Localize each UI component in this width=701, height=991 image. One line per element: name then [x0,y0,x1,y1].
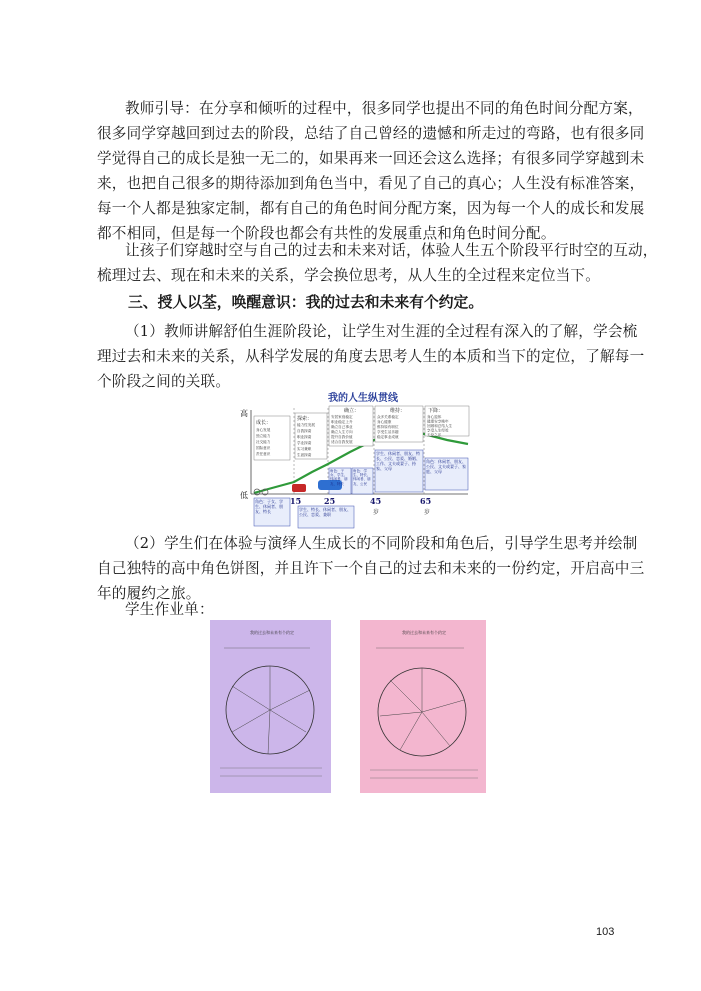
axis-low-label: 低 [240,491,248,500]
age-label-25: 25 [324,496,336,506]
life-timeline-figure [232,388,472,533]
stage-line: 稳定事业成就 [377,435,399,439]
text-line: 理过去和未来的关系，从科学发展的角度去思考人生的本质和当下的定位，了解每一 [97,348,645,365]
stage-line: 责任意识 [256,452,271,456]
age-label-15: 15 [290,496,302,506]
bottom-role-text-low: 角色：子女、学生、休闲者、朋友、特长 [255,499,283,514]
text-line: 教师引导：在分享和倾听的过程中，很多同学也提出不同的角色时间分配方案， [125,100,643,117]
stage-line: 适合自我发展 [331,440,353,444]
stage-line: 社交能力 [256,440,271,444]
role-box-text: 学生、休闲者、朋友、特长、公民、恋爱、婚姻、工作、文夫或妻子、持家、父母 [376,451,420,471]
stage-line: 享受人生经验 [427,428,449,433]
text-line: 学生作业单： [125,601,214,618]
stage-line: 天伦之乐 [427,433,442,437]
text-line: 每一个人都是独家定制，都有自己的角色时间分配方案，因为每一个人的成长和发展 [97,200,645,217]
section-heading: 三、授人以荃，唤醒意识：我的过去和未来有个约定。 [128,294,484,311]
age-label-45: 45 [370,496,382,506]
paragraph-role-pie [97,531,645,606]
stage-line: 职业探索 [297,435,312,439]
stage-line: 享受生活乐趣 [377,430,399,434]
text-line: 让孩子们穿越时空与自己的过去和未来对话，体验人生五个阶段平行时空的互动， [125,242,658,259]
role-box-text: 角色：休闲者、朋友、公民、文夫或妻子、家庭、父母 [426,459,466,474]
age-unit-45: 岁 [373,509,380,516]
stage-title-growth: 成长： [256,420,272,426]
stage-title-decline: 下降： [428,408,444,414]
stage-title-explore: 探索： [297,416,313,422]
stage-line: 回顾和总结人生 [427,424,453,428]
role-box-text: 角色：学生、特长、休闲者、朋友、公民 [353,469,371,486]
stage-line: 国际意识 [256,446,271,450]
stage-line: 确立人生方向 [331,430,353,434]
text-line: 梳理过去、现在和未来的关系，学会换位思考，从人生的全过程来定位当下。 [97,267,600,284]
worksheet-label [97,597,610,622]
text-line: 来，也把自己很多的期待添加到角色当中，看见了自己的真心；人生没有标准答案， [97,175,645,192]
role-box-text: 角色：子女、学生、休闲者、朋友、特长 [330,469,348,486]
worksheet-title: 我的过去和未来有个约定 [250,630,294,635]
text-line: 自己独特的高中角色饼图，并且许下一个自己的过去和未来的一份约定，开启高中三 [97,560,645,577]
stage-line: 健康安享晚年 [427,419,449,424]
stage-line: 实习兼职 [297,447,312,451]
page-number: 103 [596,926,615,938]
text-line: （2）学生们在体验与演绎人生成长的不同阶段和角色后，引导学生思考并绘制 [125,535,638,552]
text-line: （1）教师讲解舒伯生涯阶段论，让学生对生涯的全过程有深入的了解，学会梳 [125,323,638,340]
paragraph-time-travel [97,238,658,288]
paragraph-teacher-guidance [97,96,645,246]
age-label-65: 65 [420,496,432,506]
text-line: 个阶段之间的关联。 [97,373,231,390]
text-line: 学觉得自己的成长是独一无二的，如果再来一回还会这么选择；有很多同学穿越到未 [97,150,645,167]
stage-line: 能力性发展 [297,423,315,427]
worksheet-title: 我的过去和未来有个约定 [402,630,446,635]
figure-title: 我的人生纵贯线 [328,393,398,404]
stage-line: 众多关系稳定 [377,415,399,419]
stage-line: 生涯探索 [297,453,312,457]
bottom-role-text-mid: 学生、特长、休闲者、朋友、公民、恋爱、兼职 [299,507,351,517]
paragraph-super-theory [97,319,645,394]
stage-line: 确立自己事业 [331,425,353,429]
stage-line: 身心健康 [377,420,392,424]
stage-line: 职业稳定上升 [331,420,353,424]
stage-line: 提升自我价值 [331,435,353,439]
stage-line: 身心退休 [427,415,442,419]
worksheet-photo-purple [210,620,331,793]
stage-line: 学业探索 [297,441,312,445]
text-line: 年的履约之旅。 [97,585,201,602]
age-unit-65: 岁 [424,509,431,516]
stage-line: 独立能力 [256,434,271,438]
worksheet-photo-pink [360,620,486,793]
stage-line: 身心发展 [256,428,271,432]
text-line: 很多同学穿越回到过去的阶段，总结了自己曾经的遗憾和所走过的弯路，也有很多同 [97,125,645,142]
stage-title-establish: 确立： [344,408,360,414]
stage-title-maintain: 维持： [390,408,406,414]
axis-high-label: 高 [240,409,248,418]
stage-line: 自我探索 [297,429,312,433]
stage-line: 安居家庭稳定 [331,415,353,419]
stage-line: 维持原有职位 [377,425,399,429]
text-line: 都不相同，但是每一个阶段也都会有共性的发展重点和角色时间分配。 [97,225,556,242]
